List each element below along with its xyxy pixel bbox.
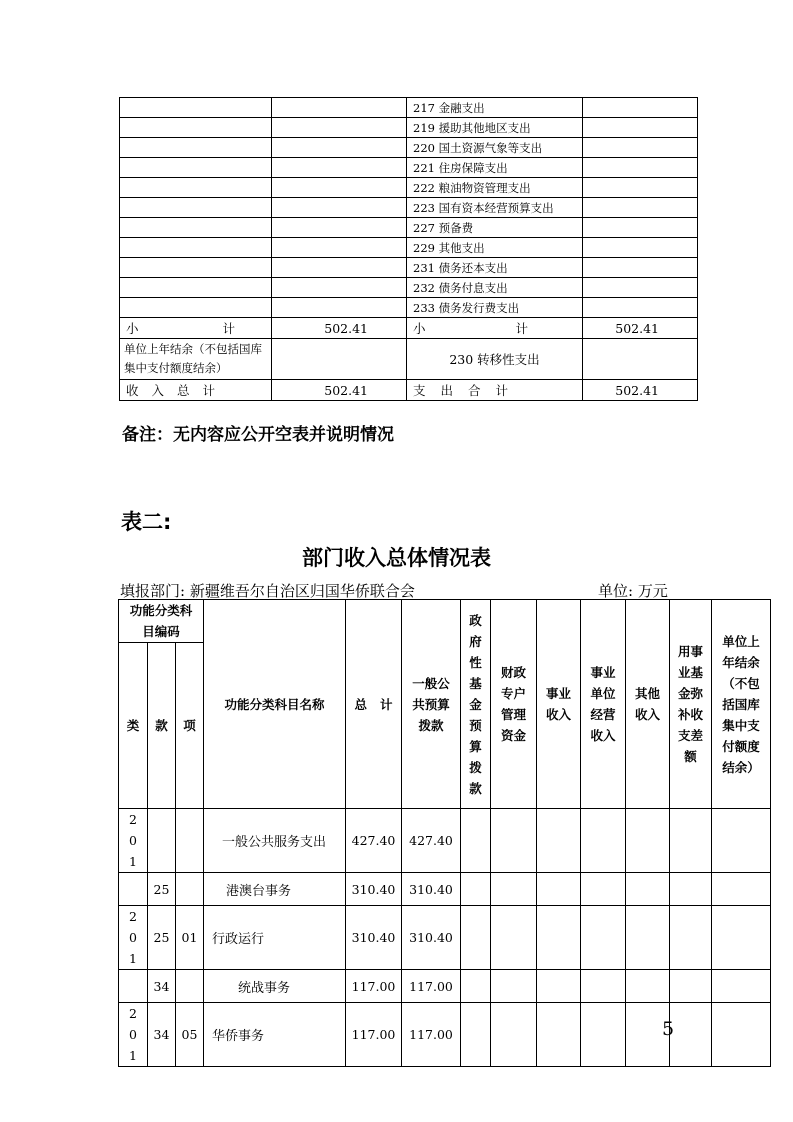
header-row-1	[119, 600, 771, 643]
header-name: 功能分类科目名称	[204, 600, 346, 809]
header-kuan: 款	[148, 643, 176, 809]
prior-balance-row	[120, 339, 698, 380]
table-row: 201 一般公共服务支出 427.40 427.40	[119, 809, 771, 873]
header-xiang: 项	[176, 643, 204, 809]
table-row: 229 其他支出	[120, 238, 698, 258]
table-row: 232 债务付息支出	[120, 278, 698, 298]
table-row: 223 国有资本经营预算支出	[120, 198, 698, 218]
table-row: 34 统战事务 117.00 117.00	[119, 970, 771, 1003]
table-note: 备注：无内容应公开空表并说明情况	[122, 425, 394, 445]
report-title: 部门收入总体情况表	[302, 546, 491, 570]
department-income-table	[118, 599, 771, 1067]
header-total: 总 计	[346, 600, 402, 809]
subtotal-left-label: 小 计	[120, 318, 272, 339]
unit-label: 单位: 万元	[598, 582, 668, 600]
income-total-value: 502.41	[272, 380, 407, 401]
table-row: 220 国土资源气象等支出	[120, 138, 698, 158]
header-code-group: 功能分类科目编码	[119, 600, 204, 643]
header-fund-cover: 用事业基金弥补收支差额	[670, 600, 712, 809]
table-row: 227 预备费	[120, 218, 698, 238]
table-row: 222 粮油物资管理支出	[120, 178, 698, 198]
subtotal-row	[120, 318, 698, 339]
table-row: 221 住房保障支出	[120, 158, 698, 178]
transfer-label: 230 转移性支出	[407, 339, 583, 380]
table-row: 217 金融支出	[120, 98, 698, 118]
subtotal-right-label: 小 计	[407, 318, 583, 339]
subtotal-left-value: 502.41	[272, 318, 407, 339]
header-general-budget: 一般公共预算拨款	[402, 600, 461, 809]
header-business-income: 事业收入	[537, 600, 581, 809]
table-row: 231 债务还本支出	[120, 258, 698, 278]
page-number: 5	[662, 1018, 675, 1040]
table-row: 201 34 05 华侨事务 117.00 117.00	[119, 1003, 771, 1067]
header-operating-income: 事业单位经营收入	[581, 600, 626, 809]
table2-label: 表二:	[121, 510, 172, 534]
grand-total-row	[120, 380, 698, 401]
table-row: 25 港澳台事务 310.40 310.40	[119, 873, 771, 906]
header-gov-fund: 政府性基金预算拨款	[461, 600, 491, 809]
expense-total-value: 502.41	[583, 380, 698, 401]
income-total-label: 收 入 总 计	[120, 380, 272, 401]
income-expense-table	[119, 97, 698, 401]
header-fiscal-special: 财政专户管理资金	[491, 600, 537, 809]
expense-total-label: 支 出 合 计	[407, 380, 583, 401]
header-prior-balance: 单位上年结余（不包括国库集中支付额度结余）	[712, 600, 771, 809]
table-row: 201 25 01 行政运行 310.40 310.40	[119, 906, 771, 970]
fill-department: 填报部门: 新疆维吾尔自治区归国华侨联合会	[120, 582, 415, 600]
header-other-income: 其他收入	[626, 600, 670, 809]
subtotal-right-value: 502.41	[583, 318, 698, 339]
prior-balance-label: 单位上年结余（不包括国库集中支付额度结余）	[120, 339, 272, 380]
table-row: 233 债务发行费支出	[120, 298, 698, 318]
table-row: 219 援助其他地区支出	[120, 118, 698, 138]
header-lei: 类	[119, 643, 148, 809]
